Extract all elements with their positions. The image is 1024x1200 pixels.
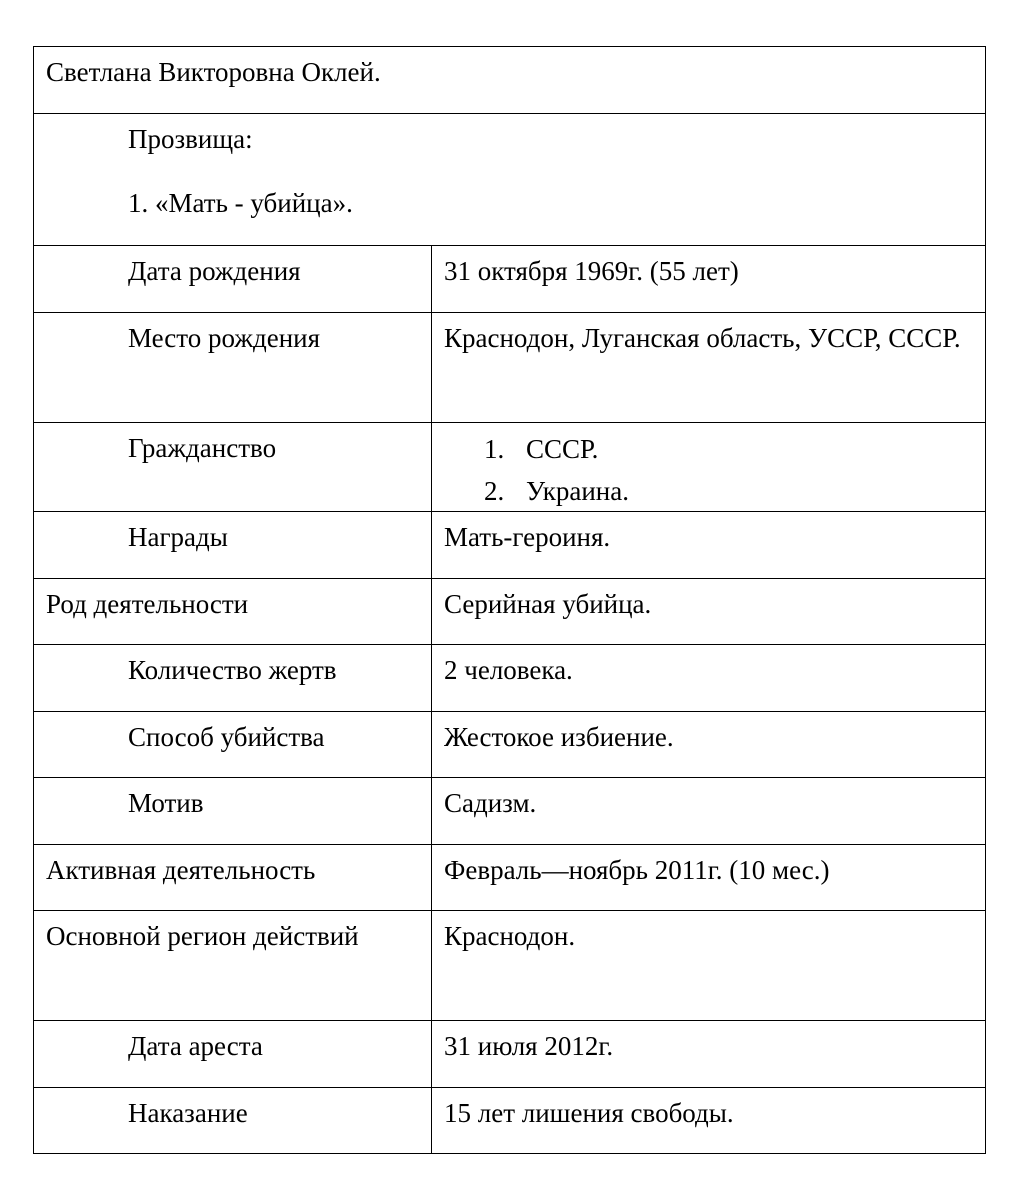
table-row: [34, 712, 986, 778]
row-value: 15 лет лишения свободы.: [432, 1088, 986, 1154]
row-value: 2 человека.: [432, 645, 986, 712]
table-row: [34, 778, 986, 845]
row-value: Февраль—ноябрь 2011г. (10 мес.): [432, 845, 986, 911]
row-label: Мотив: [34, 778, 432, 845]
table-row: [34, 423, 986, 512]
nicknames-heading: Прозвища:: [128, 124, 253, 154]
row-value: Краснодон.: [432, 911, 986, 1021]
row-value: 31 июля 2012г.: [432, 1021, 986, 1088]
row-value: Жестокое избиение.: [432, 712, 986, 778]
nickname-item: 1. «Мать - убийца».: [128, 188, 353, 218]
row-label: Основной регион действий: [34, 911, 432, 1021]
citizenship-list: [444, 427, 973, 511]
nicknames-cell: [34, 114, 986, 246]
person-name: Светлана Викторовна Оклей.: [46, 57, 381, 87]
table-row: [34, 579, 986, 645]
profile-table: [33, 46, 986, 1154]
row-label: Род деятельности: [34, 579, 432, 645]
row-label: Дата ареста: [34, 1021, 432, 1088]
row-value: 31 октября 1969г. (55 лет): [432, 246, 986, 313]
row-label: Место рождения: [34, 313, 432, 423]
list-item: 2. Украина.: [484, 476, 629, 506]
row-value: [432, 423, 986, 512]
table-row: [34, 1021, 986, 1088]
table-row: [34, 512, 986, 579]
row-label: Награды: [34, 512, 432, 579]
row-value: Краснодон, Луганская область, УССР, СССР.: [432, 313, 986, 423]
row-label: Активная деятельность: [34, 845, 432, 911]
table-row: [34, 911, 986, 1021]
row-label: Наказание: [34, 1088, 432, 1154]
table-row: [34, 1088, 986, 1154]
row-label: Количество жертв: [34, 645, 432, 712]
table-row: [34, 246, 986, 313]
table-row: [34, 845, 986, 911]
row-value: Мать-героиня.: [432, 512, 986, 579]
row-label: Дата рождения: [34, 246, 432, 313]
row-label: Способ убийства: [34, 712, 432, 778]
table-row-name: [34, 47, 986, 114]
table-row: [34, 645, 986, 712]
table-row-nicknames: [34, 114, 986, 246]
table-row: [34, 313, 986, 423]
name-cell: [34, 47, 986, 114]
row-label: Гражданство: [34, 423, 432, 512]
row-value: Серийная убийца.: [432, 579, 986, 645]
row-value: Садизм.: [432, 778, 986, 845]
list-item: 1. СССР.: [484, 434, 599, 464]
